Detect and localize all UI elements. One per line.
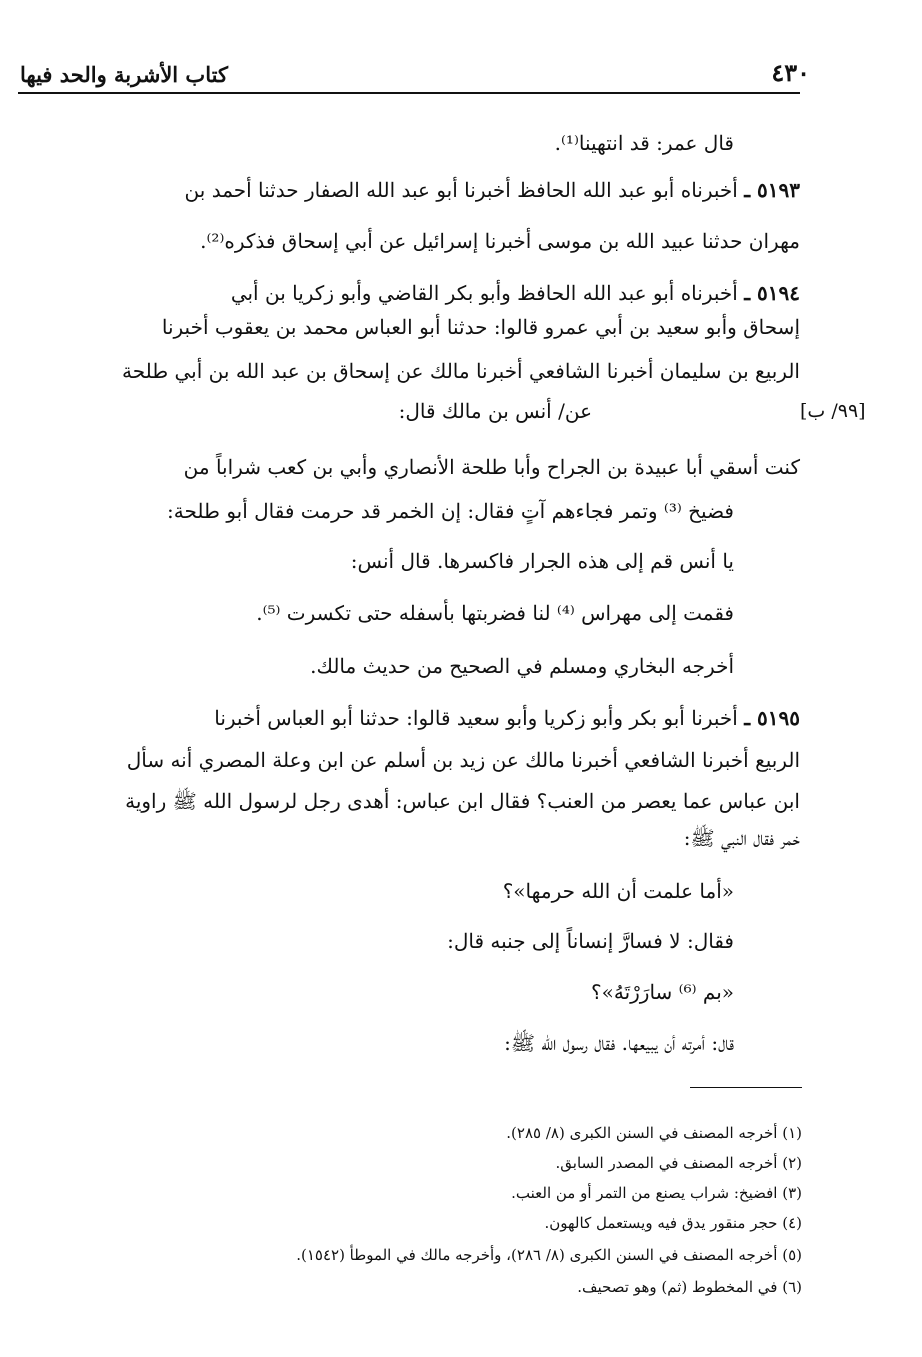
footnote: (٦) في المخطوط (ثم) وهو تصحيف. (577, 1278, 802, 1296)
running-title: كتاب الأشربة والحد فيها (20, 62, 228, 87)
footnote: (٥) أخرجه المصنف في السنن الكبرى (٨/ ٢٨٦)، وأخرجه مالك في الموطأ (١٥٤٢). (296, 1246, 802, 1264)
text-line: عن/ أنس بن مالك قال: (398, 399, 592, 423)
text-line: فقمت إلى مهراس ⁽⁴⁾ لنا فضربتها بأسفله حتى تكسرت ⁽⁵⁾. (256, 601, 734, 625)
text-line: أخرجه البخاري ومسلم في الصحيح من حديث مالك. (310, 654, 734, 678)
text-line: فضيخ ⁽³⁾ وتمر فجاءهم آتٍ فقال: إن الخمر قد حرمت فقال أبو طلحة: (167, 499, 734, 523)
text-line: فقال: لا فسارَّ إنساناً إلى جنبه قال: (447, 929, 734, 953)
text-line: ابن عباس عما يعصر من العنب؟ فقال ابن عباس: أهدى رجل لرسول الله ﷺ راوية (125, 789, 800, 813)
text-line: الربيع أخبرنا الشافعي أخبرنا مالك عن زيد بن أسلم عن ابن وعلة المصري أنه سأل (126, 748, 800, 772)
header-divider (18, 92, 800, 94)
page-number: ٤٣٠ (771, 58, 810, 87)
text-line (185, 175, 800, 205)
footnote: (٤) حجر منقور يدق فيه ويستعمل كالهون. (544, 1214, 802, 1232)
text-line (214, 703, 800, 733)
hadith-number: ٥١٩٤ ـ (744, 281, 800, 305)
footnote: (٣) افضيخ: شراب يصنع من التمر أو من العنب. (511, 1184, 802, 1202)
footnote: (١) أخرجه المصنف في السنن الكبرى (٨/ ٢٨٥). (506, 1124, 802, 1142)
text-line: خمر فقال النبي ﷺ: (683, 826, 800, 850)
hadith-number: ٥١٩٥ ـ (744, 706, 800, 730)
footnote-divider (690, 1087, 802, 1088)
text-line: يا أنس قم إلى هذه الجرار فاكسرها. قال أنس: (350, 549, 734, 573)
text-line: مهران حدثنا عبيد الله بن موسى أخبرنا إسرائيل عن أبي إسحاق فذكره⁽²⁾. (200, 229, 800, 253)
text-segment: أخبرناه أبو عبد الله الحافظ أخبرنا أبو عبد الله الصفار حدثنا أحمد بن (184, 178, 738, 202)
text-line: قال عمر: قد انتهينا⁽¹⁾. (554, 131, 734, 155)
text-line: الربيع بن سليمان أخبرنا الشافعي أخبرنا مالك عن إسحاق بن عبد الله بن أبي طلحة (121, 359, 800, 383)
manuscript-folio-ref: [٩٩/ ب] (800, 400, 866, 422)
text-segment: أخبرنا أبو بكر وأبو زكريا وأبو سعيد قالوا: حدثنا أبو العباس أخبرنا (214, 706, 738, 730)
hadith-number: ٥١٩٣ ـ (744, 178, 800, 202)
footnote: (٢) أخرجه المصنف في المصدر السابق. (555, 1154, 802, 1172)
text-line: كنت أسقي أبا عبيدة بن الجراح وأبا طلحة الأنصاري وأبي بن كعب شراباً من (183, 455, 800, 479)
text-line (231, 278, 800, 308)
text-line: «بم ⁽⁶⁾ سارَرْتَهُ»؟ (591, 980, 734, 1004)
text-line: قال: أمرته أن يبيعها. فقال رسول الله ﷺ: (504, 1031, 734, 1055)
text-line: «أما علمت أن الله حرمها»؟ (502, 879, 734, 903)
text-line: إسحاق وأبو سعيد بن أبي عمرو قالوا: حدثنا أبو العباس محمد بن يعقوب أخبرنا (161, 315, 800, 339)
text-segment: أخبرناه أبو عبد الله الحافظ وأبو بكر القاضي وأبو زكريا بن أبي (230, 281, 738, 305)
